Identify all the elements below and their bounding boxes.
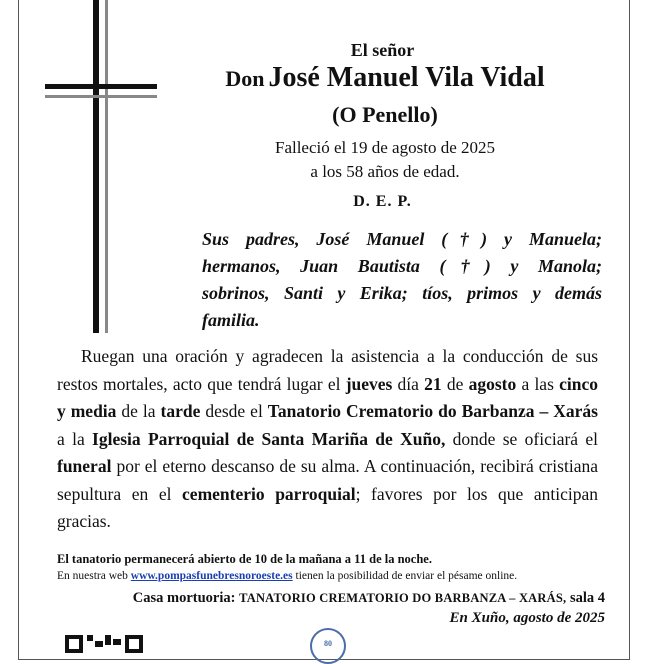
family-list: [202, 226, 602, 334]
family-line-2: hermanos, Juan Bautista (†) y Manola;: [202, 256, 602, 276]
mortuary-house: [57, 590, 605, 607]
death-date: Falleció el 19 de agosto de 2025: [274, 138, 495, 157]
mortuary-room: sala 4: [569, 590, 605, 606]
family-line-3: sobrinos, Santi y Erika; tíos, primos y demás: [202, 283, 602, 303]
name-prefix: Don: [225, 66, 265, 91]
dep-text: D. E. P.: [353, 193, 412, 210]
place-date: En Xuño, agosto de 2025: [449, 610, 605, 626]
qr-code-icon: [65, 633, 147, 653]
age: a los 58 años de edad.: [310, 162, 460, 181]
website-link[interactable]: www.pompasfunebresnoroeste.es: [130, 570, 293, 582]
deceased-name: [150, 62, 620, 94]
name-text: José Manuel Vila Vidal: [268, 62, 545, 93]
web-note: En nuestra web www.pompasfunebresnoroeste.es tienen la posibilidad de enviar el pésame online.: [57, 570, 518, 582]
hours-note: El tanatorio permanecerá abierto de 10 de la mañana a 11 de la noche.: [57, 552, 432, 566]
mortuary-label: Casa mortuoria:: [132, 590, 236, 606]
family-line-4: familia.: [202, 310, 260, 330]
funeral-home-logo-icon: 80: [310, 628, 346, 664]
nickname: (O Penello): [332, 102, 438, 127]
mortuary-place: TANATORIO CREMATORIO DO BARBANZA – XARÁS,: [239, 591, 567, 605]
ceremony-text: Ruegan una oración y agradecen la asistencia a la conducción de sus restos mortales, acto que tendrá lugar el jueves día 21 de agosto a las cinco y media de la tarde desde el Tanatorio Crematorio do Barbanza – Xarás a la Iglesia Parroquial de Santa Mariña de Xuño, donde se oficiará el funeral por el eterno descanso de su alma. A continuación, recibirá cristiana sepultura en el cementerio parroquial; favores por los que anticipan gracias.: [57, 346, 599, 531]
family-line-1: Sus padres, José Manuel (†) y Manuela;: [202, 229, 602, 249]
title-el-senor: El señor: [350, 40, 415, 60]
